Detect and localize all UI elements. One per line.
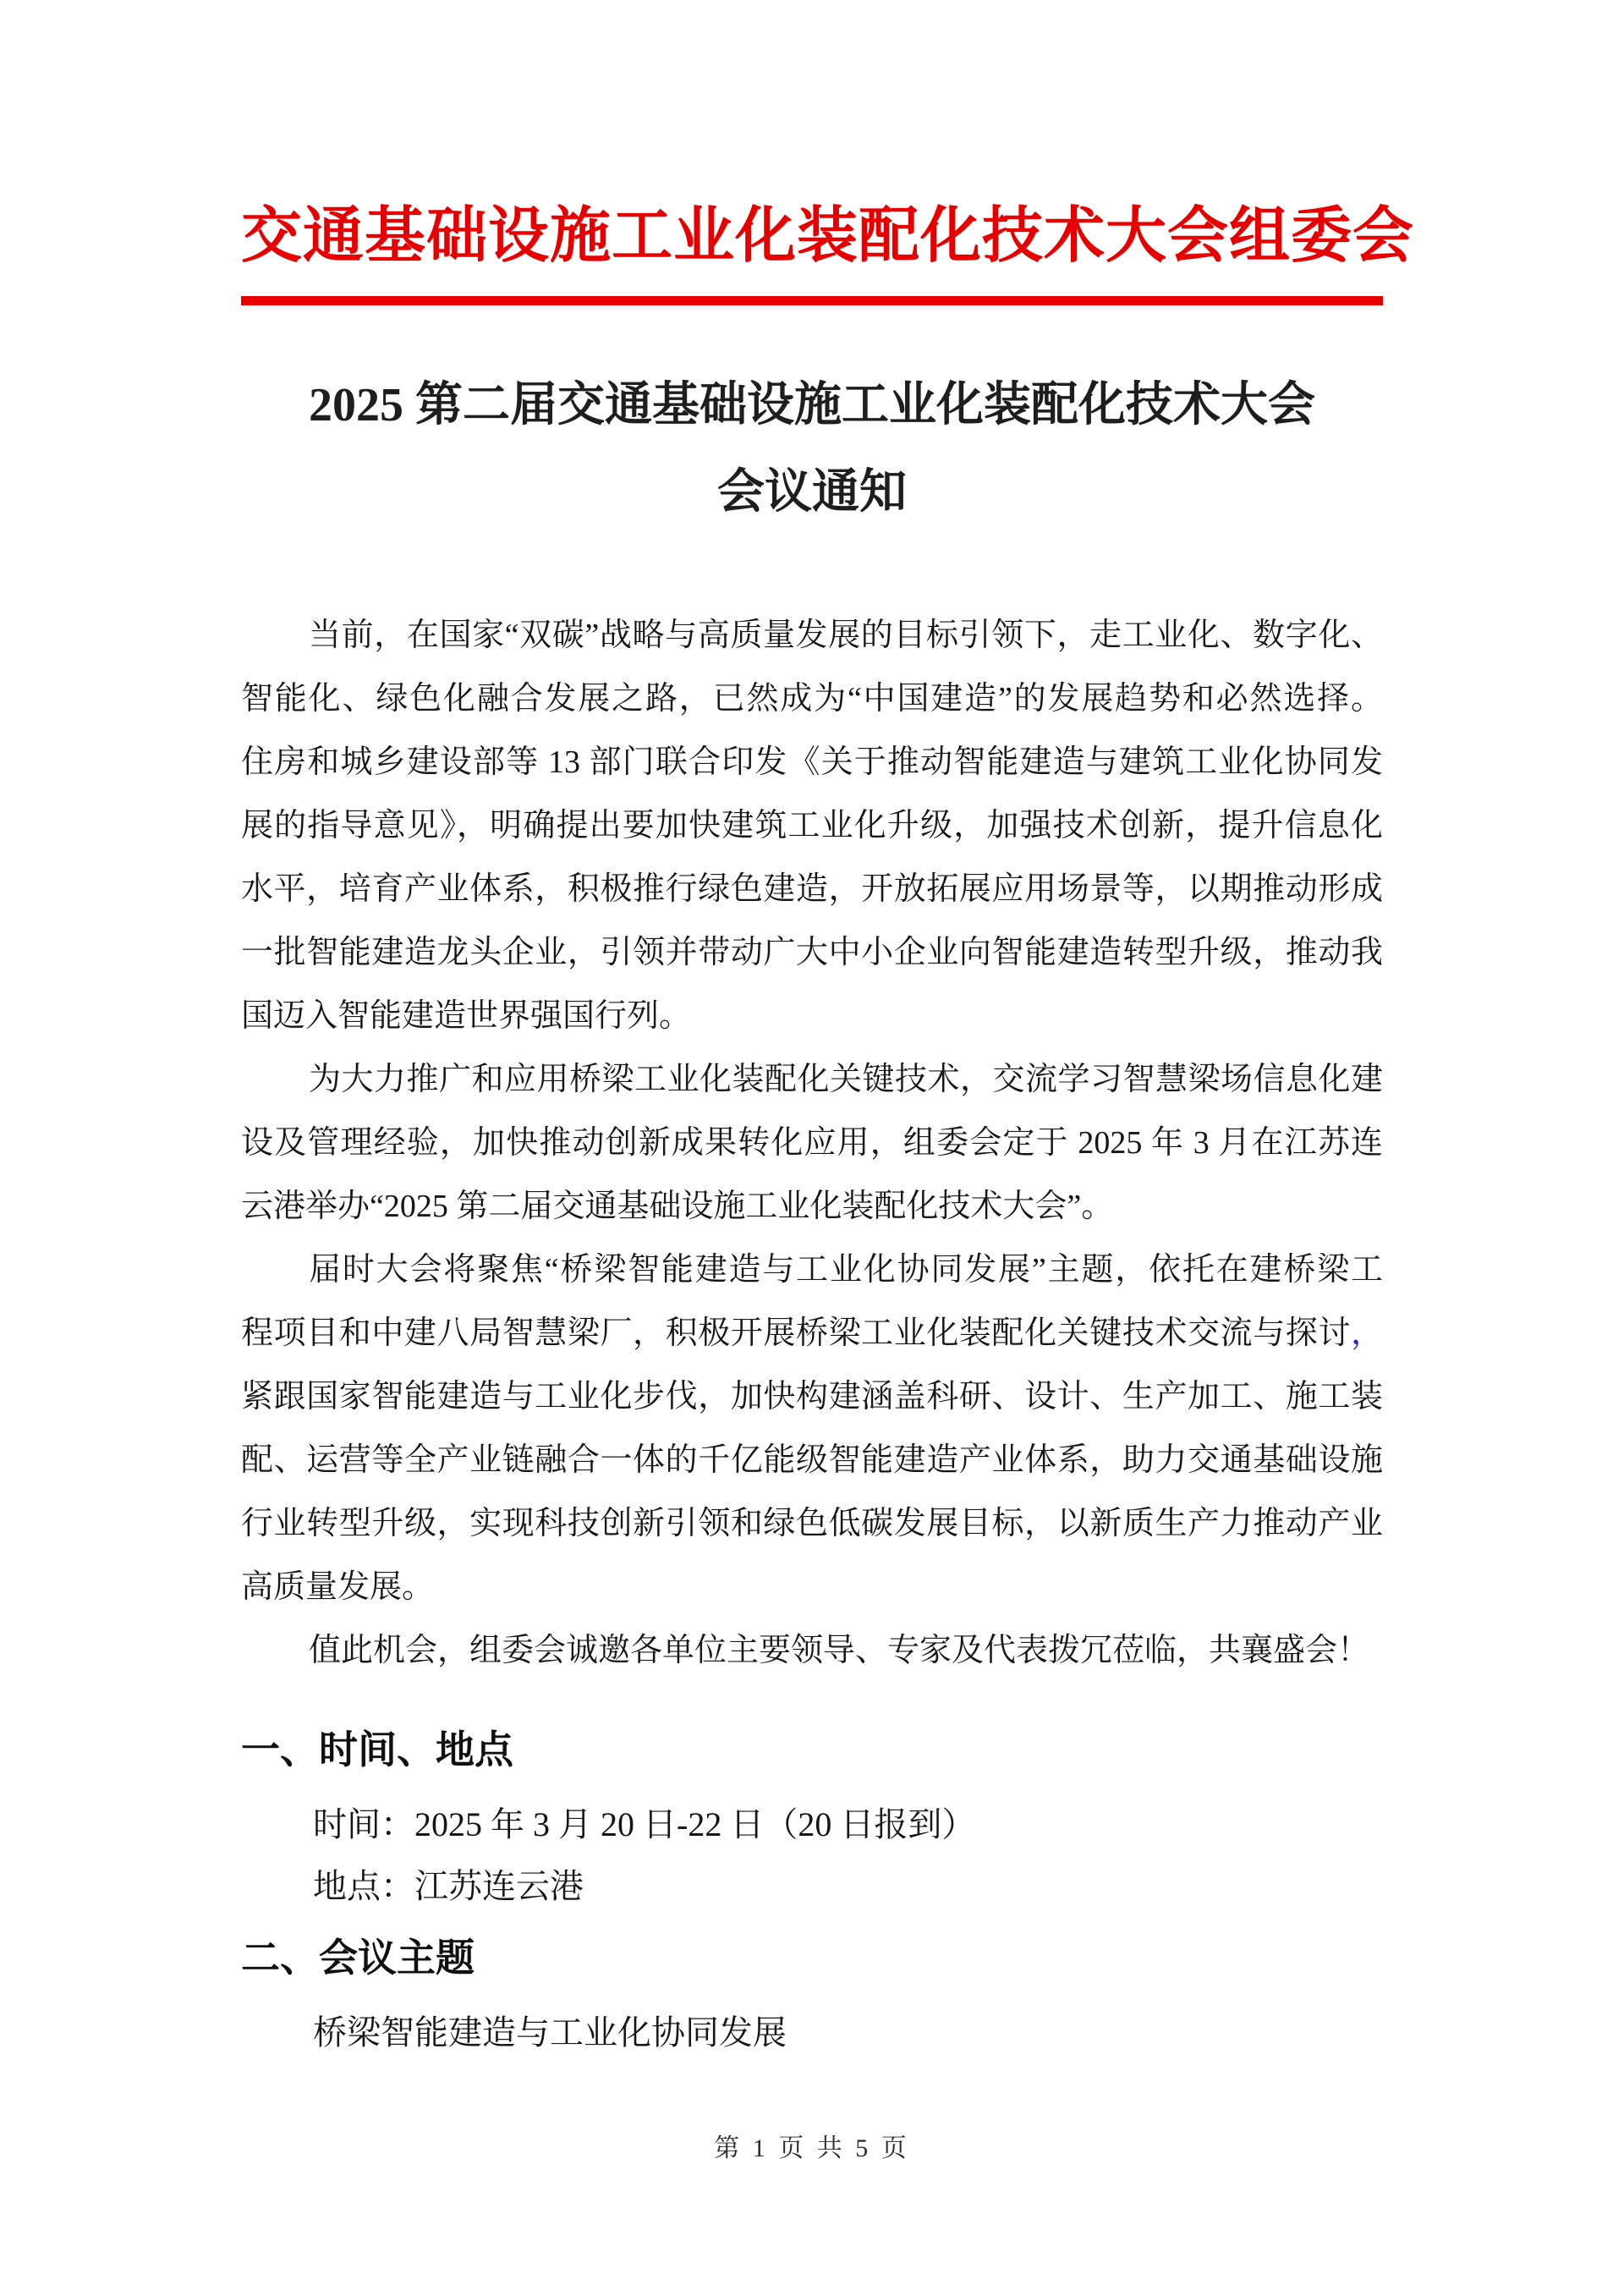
body-line: 智能化、绿色化融合发展之路，已然成为“中国建造”的发展趋势和必然选择。	[241, 681, 1383, 717]
body-line: 设及管理经验，加快推动创新成果转化应用，组委会定于 2025 年 3 月在江苏连	[241, 1125, 1383, 1161]
body-line-text: 程项目和中建八局智慧梁厂，积极开展桥梁工业化装配化关键技术交流与探讨	[241, 1316, 1351, 1351]
body-line	[241, 1302, 1383, 1365]
header-divider-rule	[241, 296, 1383, 305]
body-line: 国迈入智能建造世界强国行列。	[241, 998, 692, 1034]
body-line: 水平，培育产业体系，积极推行绿色建造，开放拓展应用场景等，以期推动形成	[241, 871, 1383, 907]
body-line: 配、运营等全产业链融合一体的千亿能级智能建造产业体系，助力交通基础设施	[241, 1442, 1383, 1478]
body-line: 当前，在国家“双碳”战略与高质量发展的目标引领下，走工业化、数字化、	[309, 618, 1383, 653]
body-line: 高质量发展。	[241, 1569, 435, 1605]
section-heading-theme: 二、会议主题	[241, 1936, 475, 1980]
section-item-time: 时间：2025 年 3 月 20 日-22 日（20 日报到）	[313, 1805, 976, 1843]
body-line: 云港举办“2025 第二届交通基础设施工业化装配化技术大会”。	[241, 1189, 1114, 1224]
body-line: 住房和城乡建设部等 13 部门联合印发《关于推动智能建造与建筑工业化协同发	[241, 744, 1383, 780]
body-line: 紧跟国家智能建造与工业化步伐，加快构建涵盖科研、设计、生产加工、施工装	[241, 1379, 1383, 1414]
body-paragraphs	[241, 604, 1383, 1683]
body-line: 届时大会将聚焦“桥梁智能建造与工业化协同发展”主题，依托在建桥梁工	[309, 1252, 1383, 1288]
document-title-line1: 2025 第二届交通基础设施工业化装配化技术大会	[309, 379, 1315, 431]
document-title-line2: 会议通知	[717, 466, 907, 519]
page-number-footer: 第 1 页 共 5 页	[714, 2134, 910, 2162]
section-item-theme: 桥梁智能建造与工业化协同发展	[313, 2013, 787, 2052]
body-line: 值此机会，组委会诚邀各单位主要领导、专家及代表拨冗莅临，共襄盛会！	[309, 1633, 1370, 1668]
body-line: 展的指导意见》，明确提出要加快建筑工业化升级，加强技术创新，提升信息化	[241, 808, 1383, 843]
body-line: 为大力推广和应用桥梁工业化装配化关键技术，交流学习智慧梁场信息化建	[309, 1062, 1383, 1097]
section-heading-time-place: 一、时间、地点	[241, 1727, 513, 1771]
body-line: 一批智能建造龙头企业，引领并带动广大中小企业向智能建造转型升级，推动我	[241, 935, 1383, 970]
blue-comma: ，	[1350, 1316, 1383, 1351]
section-item-place: 地点：江苏连云港	[313, 1867, 584, 1905]
body-line: 行业转型升级，实现科技创新引领和绿色低碳发展目标，以新质生产力推动产业	[241, 1506, 1383, 1541]
organization-header-title: 交通基础设施工业化装配化技术大会组委会	[241, 202, 1415, 270]
